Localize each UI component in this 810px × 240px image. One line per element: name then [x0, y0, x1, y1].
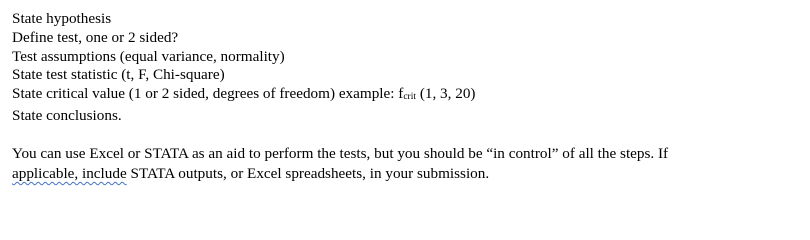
test-steps-list: [12, 10, 802, 126]
step-critical-value: [12, 85, 802, 107]
step-define-test: Define test, one or 2 sided?: [12, 28, 179, 46]
critical-value-example: (1, 3, 20): [416, 85, 476, 103]
instructions-paragraph: [12, 144, 782, 184]
critical-value-text: State critical value (1 or 2 sided, degrees of freedom) example: f: [12, 85, 404, 103]
step-test-assumptions: Test assumptions (equal variance, normality): [12, 47, 285, 65]
grammar-flagged-text[interactable]: applicable, include: [12, 164, 127, 182]
step-test-statistic: State test statistic (t, F, Chi-square): [12, 66, 225, 84]
instructions-line-2: STATA outputs, or Excel spreadsheets, in your submission.: [126, 164, 490, 182]
step-state-hypothesis: State hypothesis: [12, 10, 112, 27]
crit-subscript: crit: [403, 92, 417, 103]
document-body: [12, 10, 802, 184]
step-state-conclusions: State conclusions.: [12, 106, 122, 124]
instructions-line-1: You can use Excel or STATA as an aid to perform the tests, but you should be “in control” of all the steps. If: [12, 144, 669, 162]
